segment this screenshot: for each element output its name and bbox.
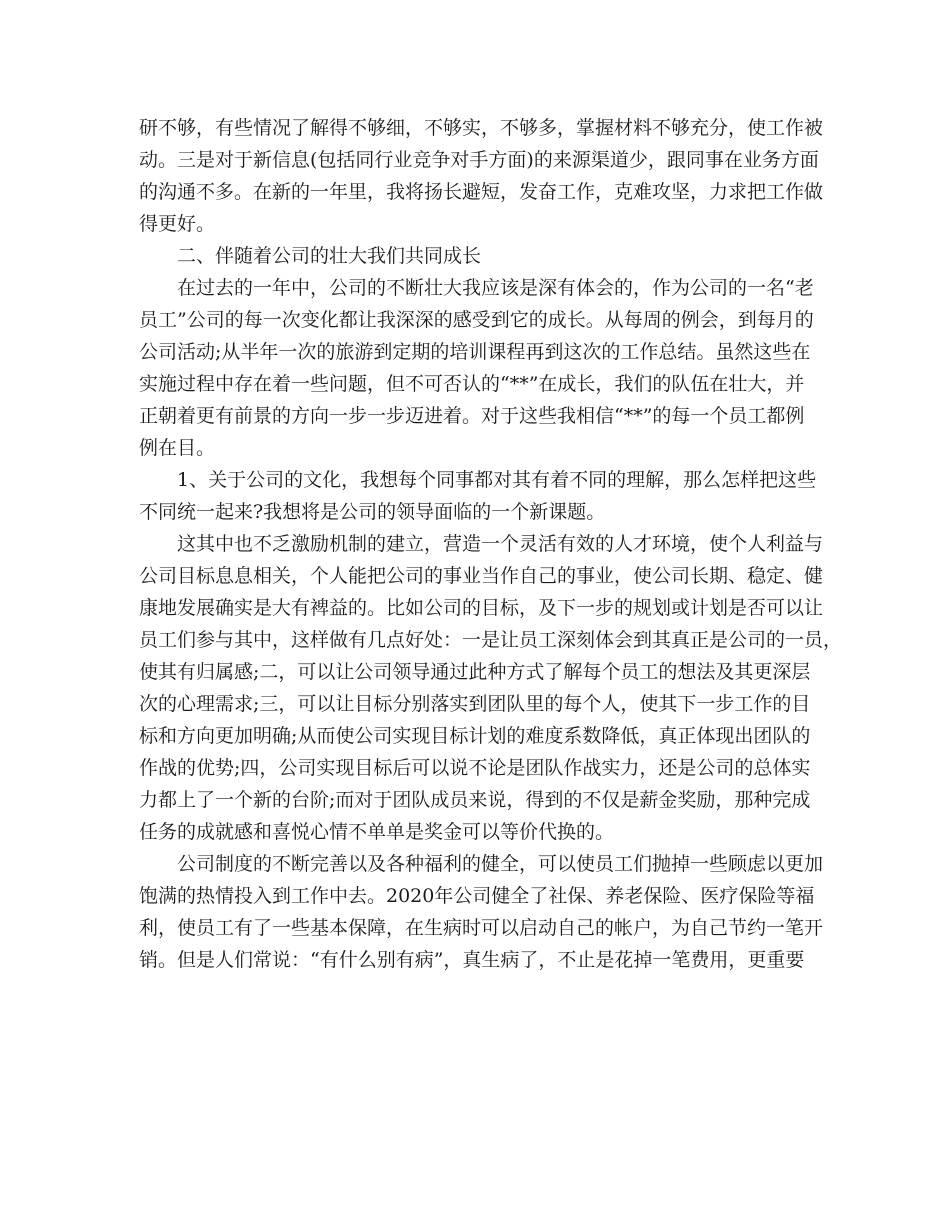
text-line: 力都上了一个新的台阶;而对于团队成员来说，得到的不仅是薪金奖励，那种完成	[139, 789, 811, 811]
text-line: 的沟通不多。在新的一年里，我将扬长避短，发奋工作，克难攻坚，力求把工作做	[139, 181, 824, 203]
text-line: 标和方向更加明确;从而使公司实现目标计划的难度系数降低，真正体现出团队的	[139, 725, 811, 747]
text-line: 作战的优势;四，公司实现目标后可以说不论是团队作战实力，还是公司的总体实	[139, 757, 811, 779]
text-line: 1、关于公司的文化，我想每个同事都对其有着不同的理解，那么怎样把这些	[177, 469, 817, 491]
text-line: 利，使员工有了一些基本保障，在生病时可以启动自己的帐户，为自己节约一笔开	[139, 917, 824, 939]
text-line: 饱满的热情投入到工作中去。2020年公司健全了社保、养老保险、医疗保险等福	[139, 885, 815, 907]
text-line: 使其有归属感;二，可以让公司领导通过此种方式了解每个员工的想法及其更深层	[139, 661, 811, 683]
text-line: 员工们参与其中，这样做有几点好处：一是让员工深刻体会到其真正是公司的一员，	[139, 629, 843, 651]
document-body	[139, 112, 843, 976]
section-heading: 二、伴随着公司的壮大我们共同成长	[177, 245, 482, 267]
text-line: 实施过程中存在着一些问题，但不可否认的“**”在成长，我们的队伍在壮大，并	[139, 373, 805, 395]
text-line: 销。但是人们常说：“有什么别有病”，真生病了，不止是花掉一笔费用，更重要	[139, 949, 805, 971]
text-line: 正朝着更有前景的方向一步一步迈进着。对于这些我相信“**”的每一个员工都例	[139, 405, 805, 427]
text-line: 康地发展确实是大有裨益的。比如公司的目标，及下一步的规划或计划是否可以让	[139, 597, 824, 619]
text-line: 例在目。	[139, 437, 216, 459]
text-line: 公司活动;从半年一次的旅游到定期的培训课程再到这次的工作总结。虽然这些在	[139, 341, 811, 363]
text-line: 动。三是对于新信息(包括同行业竞争对手方面)的来源渠道少，跟同事在业务方面	[139, 149, 819, 171]
text-line: 任务的成就感和喜悦心情不单单是奖金可以等价代换的。	[139, 821, 615, 843]
text-line: 得更好。	[139, 213, 216, 235]
text-line: 公司目标息息相关，个人能把公司的事业当作自己的事业，使公司长期、稳定、健	[139, 565, 824, 587]
text-line: 公司制度的不断完善以及各种福利的健全，可以使员工们抛掉一些顾虑以更加	[177, 853, 824, 875]
text-line: 在过去的一年中，公司的不断壮大我应该是深有体会的，作为公司的一名“老	[177, 277, 814, 299]
text-line: 这其中也不乏激励机制的建立，营造一个灵活有效的人才环境，使个人利益与	[177, 533, 824, 555]
text-line: 员工”公司的每一次变化都让我深深的感受到它的成长。从每周的例会，到每月的	[139, 309, 814, 331]
text-line: 研不够，有些情况了解得不够细，不够实，不够多，掌握材料不够充分，使工作被	[139, 117, 824, 139]
text-line: 次的心理需求;三，可以让目标分别落实到团队里的每个人，使其下一步工作的目	[139, 693, 811, 715]
text-line: 不同统一起来?我想将是公司的领导面临的一个新课题。	[139, 501, 606, 523]
